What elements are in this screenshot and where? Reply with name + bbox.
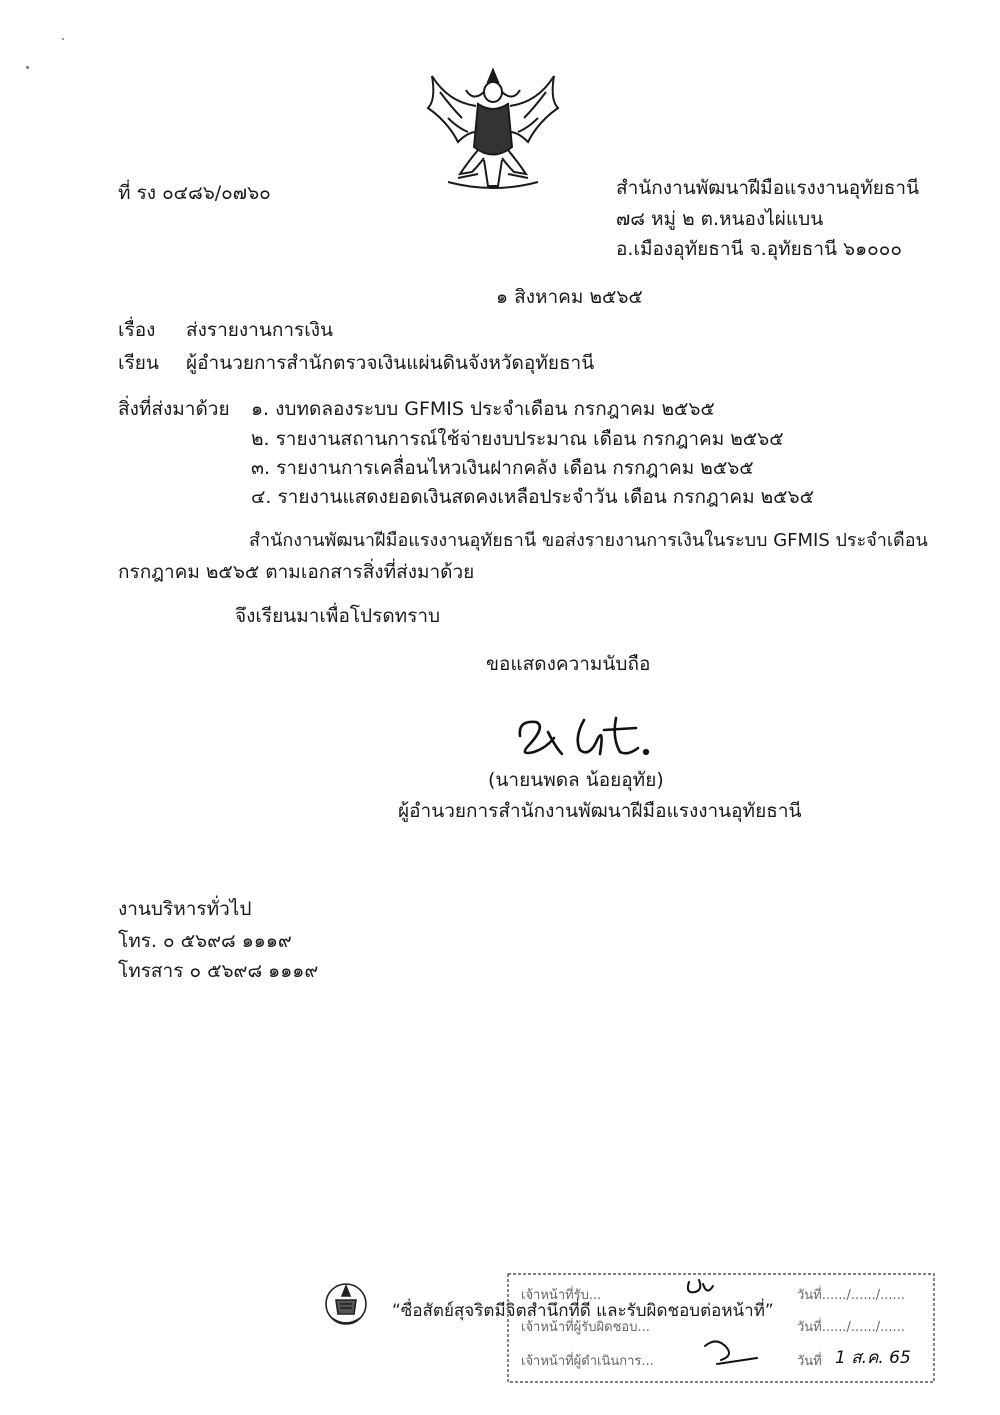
salutation: ขอแสดงความนับถือ: [486, 653, 651, 675]
receipt-stamp: [507, 1272, 937, 1384]
stamp-handwritten-marks: [507, 1272, 937, 1384]
reference-number: ที่ รง ๐๔๘๖/๐๗๖๐: [118, 182, 271, 204]
signer-position: ผู้อำนวยการสำนักงานพัฒนาฝีมือแรงงานอุทัยธานี: [398, 800, 802, 822]
signer-name: (นายนพดล น้อยอุทัย): [488, 769, 664, 791]
scan-speck: [62, 38, 64, 40]
subject-label: เรื่อง: [118, 319, 156, 341]
sender-address-line: ๗๘ หมู่ ๒ ต.หนองไผ่แบน: [616, 208, 824, 230]
enclosure-item: ๓. รายงานการเคลื่อนไหวเงินฝากคลัง เดือน กรกฎาคม ๒๕๖๕: [251, 457, 754, 479]
sender-address-line: อ.เมืองอุทัยธานี จ.อุทัยธานี ๖๑๐๐๐: [616, 238, 902, 260]
closing-line: จึงเรียนมาเพื่อโปรดทราบ: [235, 605, 441, 627]
department: งานบริหารทั่วไป: [118, 898, 252, 920]
ministry-logo-icon: [322, 1278, 370, 1332]
scan-speck: [26, 66, 29, 69]
stamp-row-label: เจ้าหน้าที่ผู้รับผิดชอบ...: [521, 1320, 650, 1335]
stamp-row-date: วันที่....../....../......: [797, 1320, 905, 1335]
footer-motto: “ซื่อสัตย์สุจริตมีจิตสำนึกที่ดี และรับผิดชอบต่อหน้าที่”: [392, 1301, 774, 1321]
stamp-row-date: วันที่: [797, 1354, 822, 1369]
stamp-row-label: เจ้าหน้าที่ผู้ดำเนินการ...: [521, 1354, 654, 1369]
recipient-text: ผู้อำนวยการสำนักตรวจเงินแผ่นดินจังหวัดอุทัยธานี: [186, 352, 595, 374]
document-date: ๑ สิงหาคม ๒๕๖๕: [496, 286, 643, 308]
stamp-handwritten-date: 1 ส.ค. 65: [835, 1348, 911, 1368]
body-paragraph-line: กรกฎาคม ๒๕๖๕ ตามเอกสารสิ่งที่ส่งมาด้วย: [118, 561, 475, 583]
stamp-row-label: เจ้าหน้าที่รับ...: [521, 1288, 602, 1303]
fax-number: โทรสาร ๐ ๕๖๙๘ ๑๑๑๙: [118, 960, 319, 982]
phone-number: โทร. ๐ ๕๖๙๘ ๑๑๑๙: [118, 930, 292, 952]
subject-text: ส่งรายงานการเงิน: [186, 319, 333, 341]
recipient-label: เรียน: [118, 352, 159, 374]
garuda-emblem-icon: [418, 62, 568, 196]
stamp-row-date: วันที่....../....../......: [797, 1288, 905, 1303]
enclosures-label: สิ่งที่ส่งมาด้วย: [118, 398, 230, 420]
enclosure-item: ๔. รายงานแสดงยอดเงินสดคงเหลือประจำวัน เดือน กรกฎาคม ๒๕๖๕: [251, 486, 814, 508]
sender-org: สำนักงานพัฒนาฝีมือแรงงานอุทัยธานี: [616, 177, 920, 199]
enclosure-item: ๑. งบทดลองระบบ GFMIS ประจำเดือน กรกฎาคม ๒๕๖๕: [251, 398, 715, 420]
body-paragraph-line: สำนักงานพัฒนาฝีมือแรงงานอุทัยธานี ขอส่งรายงานการเงินในระบบ GFMIS ประจำเดือน: [249, 530, 928, 551]
handwritten-signature: [500, 708, 670, 772]
enclosure-item: ๒. รายงานสถานการณ์ใช้จ่ายงบประมาณ เดือน กรกฎาคม ๒๕๖๕: [251, 428, 784, 450]
